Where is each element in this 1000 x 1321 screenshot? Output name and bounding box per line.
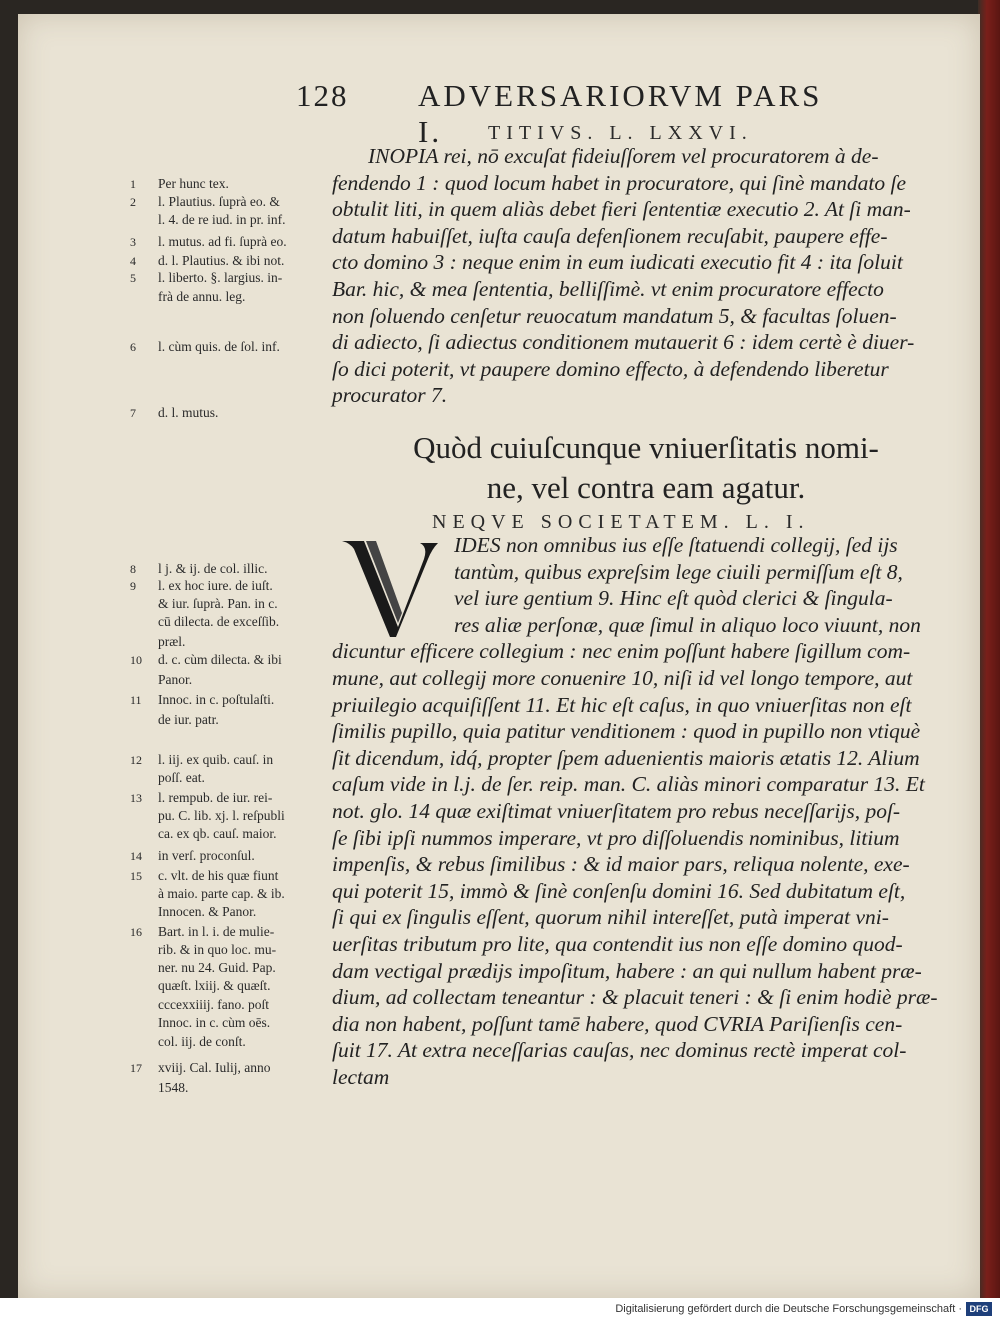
text-line: qui poterit 15, immò & ſinè conſenſu domini 16. Sed dubitatum eſt, [332,878,906,903]
note-number: 1 [130,177,136,191]
note-number: 5 [130,271,136,285]
note-text: l. ex hoc iure. de iuſt. [158,578,273,593]
note-number: 10 [130,653,142,667]
note-number: 17 [130,1061,142,1075]
text-line: fendendo 1 : quod locum habet in procuratore, qui ſinè mandato ſe [332,170,907,195]
text-line: caſum vide in l.j. de ſer. reip. man. C. aliàs minori comparatur 13. Et [332,772,925,797]
note-text: l j. & ij. de col. illic. [158,561,268,576]
note-text: Innoc. in c. cùm oēs. [158,1015,271,1030]
note-text: cccexxiiij. fano. poſt [158,997,269,1012]
text-line: priuilegio acquiſiſſent 11. Et hic eſt caſus, in quo vniuerſitas non eſt [332,692,912,717]
note-text: cū dilecta. de exceſſib. [158,614,280,629]
note-text: l. cùm quis. de ſol. inf. [158,339,280,354]
note-text: & iur. ſuprà. Pan. in c. [158,596,278,611]
note-text: col. iij. de conſt. [158,1034,246,1049]
text-line: vel iure gentium 9. Hinc eſt quòd clerici & ſingula- [454,586,893,611]
text-line: ſimilis pupillo, quia patitur venditionem : quod in pupillo non vtiquè [332,719,921,744]
text-line: cto domino 3 : neque enim in eum iudicati executio fit 4 : ita ſoluit [332,250,903,275]
note-text: de iur. patr. [158,712,219,727]
text-line: INOPIA rei, nō excuſat fideiuſſorem vel procuratorem à de- [368,144,879,168]
text-line: not. glo. 14 quæ exiſtimat vniuerſitatem pro rebus neceſſarijs, poſ- [332,799,901,823]
text-line: uerſitas tributum pro lite, qua contendit ius non eſſe domino quod- [332,932,903,956]
note-text: d. l. Plautius. & ibi not. [158,253,285,268]
text-line: res aliæ perſonæ, quæ ſimul in aliquo loco viuunt, non [454,612,921,637]
title-line: ne, vel contra eam agatur. [486,470,806,505]
text-line: ſit dicendum, idq́, propter ſpem aduenientis maioris ætatis 12. Alium [332,745,920,770]
text-line: ſi qui ex ſingulis eſſent, quorum nihil intereſſet, putà imperat vni- [332,905,889,930]
note-text: l. mutus. ad fi. ſuprà eo. [158,234,287,249]
footer-credit: Digitalisierung gefördert durch die Deutsche Forschungsgemeinschaft · [615,1303,962,1315]
text-line: ſuit 17. At extra neceſſarias cauſas, nec dominus rectè imperat col- [332,1038,907,1063]
note-text: Panor. [158,672,193,687]
note-text: frà de annu. leg. [158,289,246,304]
text-line: ſo dici poterit, vt paupere domino effecto, à defendendo liberetur [332,356,889,381]
note-number: 14 [130,849,142,863]
text-line: datum habuiſſet, iuſta cauſa defenſionem recuſabit, paupere effe- [332,223,888,248]
note-text: l. rempub. de iur. rei- [158,790,273,805]
text-line: impenſis, & rebus ſimilibus : & id maior pars, reliqua nolente, exe- [332,852,910,877]
note-text: rib. & in quo loc. mu- [158,942,277,957]
section-heading-titius: TITIVS. L. LXXVI. [488,122,753,144]
note-number: 12 [130,753,142,767]
note-text: ca. ex qb. cauſ. maior. [158,826,277,841]
note-number: 3 [130,235,136,249]
note-text: poſſ. eat. [158,770,205,785]
note-text: d. c. cùm dilecta. & ibi [158,652,282,667]
text-line: IDES non omnibus ius eſſe ſtatuendi collegij, ſed ijs [454,533,898,557]
running-title: ADVERSARIORVM PARS I. [418,78,823,149]
note-number: 7 [130,406,136,420]
note-number: 13 [130,791,142,805]
note-text: ner. nu 24. Guid. Pap. [158,960,276,975]
note-number: 16 [130,925,142,939]
footer-bar [0,1298,1000,1321]
note-number: 9 [130,579,136,593]
text-line: tantùm, quibus expreſsim lege ciuili permiſſum eſt 8, [454,559,903,584]
note-text: c. vlt. de his quæ fiunt [158,868,279,883]
text-line: di adiecto, ſi adiectus conditionem mutauerit 6 : idem certè è diuer- [332,330,915,355]
note-text: pu. C. lib. xj. l. reſpubli [158,808,285,823]
note-text: l. Plautius. ſuprà eo. & [158,194,280,209]
text-line: ſe ſibi ipſi nummos imperare, vt pro diſſoluendis nominibus, litium [332,825,900,850]
note-text: d. l. mutus. [158,405,219,420]
note-text: Innoc. in c. poſtulaſti. [158,692,275,707]
text-line: dam vectigal prædijs impoſitum, habere : an qui nullum habent præ- [332,958,922,983]
note-number: 4 [130,254,136,268]
book-edge [978,0,1000,1298]
note-number: 2 [130,195,136,209]
note-number: 6 [130,340,136,354]
note-text: Bart. in l. i. de mulie- [158,924,275,939]
note-text: à maio. parte cap. & ib. [158,886,285,901]
chapter-title [366,428,926,508]
text-line: dium, ad collectam teneantur : & placuit teneri : & ſi enim hodiè præ- [332,985,938,1010]
note-number: 8 [130,562,136,576]
text-line: dia non habent, poſſunt tamē habere, quod CVRIA Pariſienſis cen- [332,1011,903,1036]
note-text: in verſ. proconſul. [158,848,255,863]
section-heading-societatem: NEQVE SOCIETATEM. L. I. [432,511,810,533]
note-text: 1548. [158,1080,189,1095]
dfg-logo: DFG [966,1302,992,1316]
text-line: dicuntur efficere collegium : nec enim poſſunt habere ſigillum com- [332,639,911,664]
text-line: obtulit liti, in quem aliàs debet fieri ſententiæ executio 2. At ſi man- [332,197,911,222]
text-line: procurator 7. [332,383,448,408]
note-text: l. 4. de re iud. in pr. inf. [158,212,286,227]
title-line: Quòd cuiuſcunque vniuerſitatis nomi- [413,430,879,465]
note-number: 11 [130,693,142,707]
text-line: lectam [332,1065,390,1089]
note-text: l. liberto. §. largius. in- [158,270,283,285]
note-text: quæſt. lxiij. & quæſt. [158,978,271,993]
note-text: præl. [158,634,186,649]
note-text: Innocen. & Panor. [158,904,257,919]
text-line: Bar. hic, & mea ſententia, belliſſimè. vt enim procuratore effecto [332,277,884,301]
note-number: 15 [130,869,142,883]
note-text: l. iij. ex quib. cauſ. in [158,752,274,767]
text-line: mune, aut collegij more conuenire 10, niſi id vel longo tempore, aut [332,666,913,690]
decorative-initial [340,535,446,639]
text-line: non ſoluendo cenſetur reuocatum mandatum 5, & facultas ſoluen- [332,303,897,328]
note-text: Per hunc tex. [158,176,229,191]
page-number: 128 [296,78,349,113]
note-text: xviij. Cal. Iulij, anno [158,1060,271,1075]
